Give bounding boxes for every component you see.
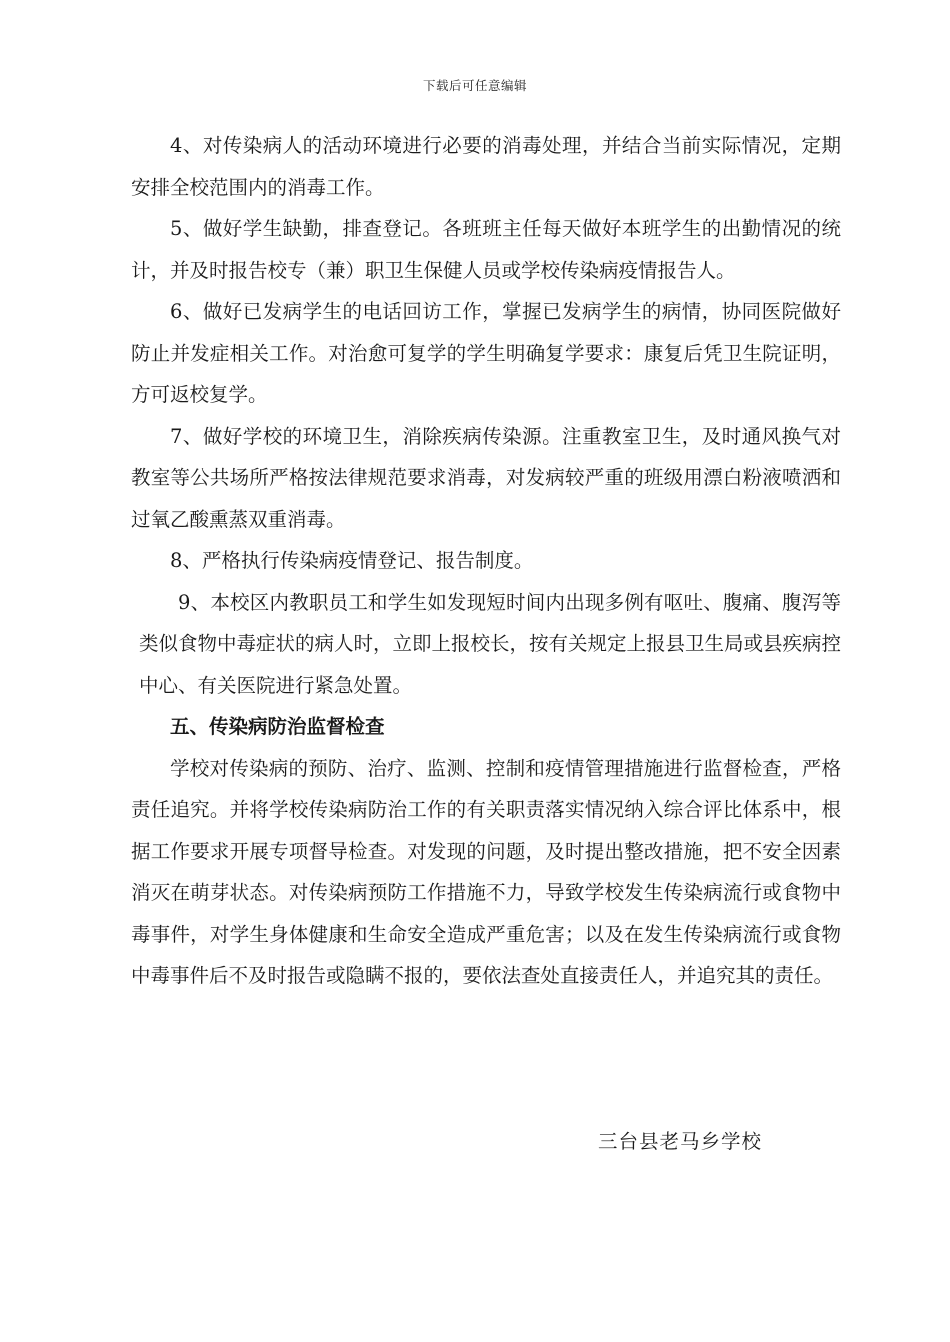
signature: 三台县老马乡学校 [598,1130,763,1153]
paragraph-item-7: 7、做好学校的环境卫生，消除疾病传染源。注重教室卫生，及时通风换气对教室等公共场所严格按法律规范要求消毒，对发病较严重的班级用漂白粉液喷洒和过氧乙酸熏蒸双重消毒。 [131,424,841,531]
paragraph-item-5: 5、做好学生缺勤，排查登记。各班班主任每天做好本班学生的出勤情况的统计，并及时报告校专（兼）职卫生保健人员或学校传染病疫情报告人。 [131,217,841,282]
paragraph-item-8: 8、严格执行传染病疫情登记、报告制度。 [170,549,534,572]
paragraph-item-9: 9、本校区内教职员工和学生如发现短时间内出现多例有呕吐、腹痛、腹泻等类似食物中毒症状的病人时，立即上报校长，按有关规定上报县卫生局或县疾病控中心、有关医院进行紧急处置。 [139,590,842,697]
paragraph-item-6: 6、做好已发病学生的电话回访工作，掌握已发病学生的病情，协同医院做好防止并发症相关工作。对治愈可复学的学生明确复学要求：康复后凭卫生院证明，方可返校复学。 [131,300,841,406]
section-body: 学校对传染病的预防、治疗、监测、控制和疫情管理措施进行监督检查，严格责任追究。并将学校传染病防治工作的有关职责落实情况纳入综合评比体系中，根据工作要求开展专项督导检查。对发现的问题，及时提出整改措施，把不安全因素消灭在萌芽状态。对传染病预防工作措施不力，导致学校发生传染病流行或食物中毒事件，对学生身体健康和生命安全造成严重危害；以及在发生传染病流行或食物中毒事件后不及时报告或隐瞒不报的，要依法查处直接责任人，并追究其的责任。 [131,756,841,987]
paragraph-item-4: 4、对传染病人的活动环境进行必要的消毒处理，并结合当前实际情况，定期安排全校范围内的消毒工作。 [131,134,841,199]
header-note: 下载后可任意编辑 [422,78,527,93]
section-heading: 五、传染病防治监督检查 [170,715,385,738]
document-body [131,125,841,997]
